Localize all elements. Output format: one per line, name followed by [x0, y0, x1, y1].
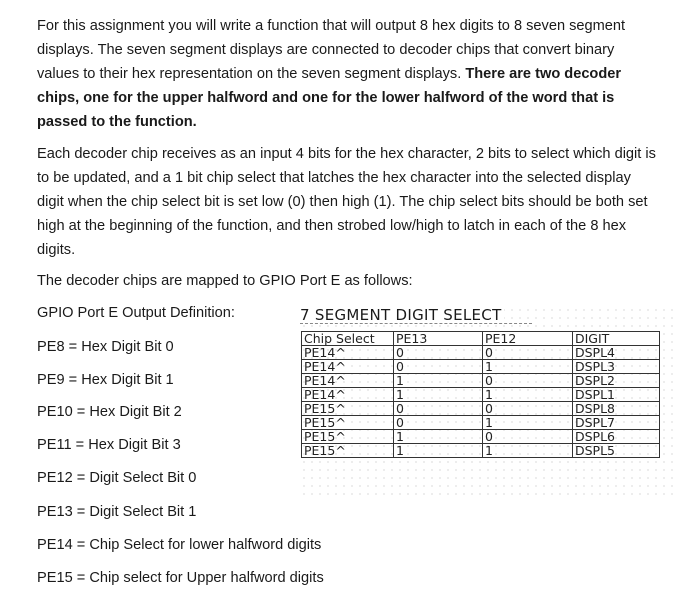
table-title: 7 SEGMENT DIGIT SELECT: [300, 306, 502, 324]
header-cell: PE12: [483, 332, 573, 346]
title-underline: [300, 323, 532, 324]
table-cell: 1: [483, 388, 573, 402]
table-cell: PE14^: [302, 346, 394, 360]
header-cell: PE13: [394, 332, 483, 346]
table-cell: DSPL5: [573, 444, 660, 458]
table-row: [302, 374, 660, 388]
table-cell: PE15^: [302, 444, 394, 458]
header-cell: Chip Select: [302, 332, 394, 346]
seven-segment-digit-select-table: [300, 306, 678, 498]
table-cell: 0: [483, 346, 573, 360]
table-cell: 1: [483, 444, 573, 458]
table-cell: 1: [394, 388, 483, 402]
definition-title: GPIO Port E Output Definition:: [37, 305, 235, 321]
table-header-row: [302, 332, 660, 346]
intro-bold-text: There are two decoder chips, one for the upper halfword and one for the lower halfword of the word that is passed to the function.: [37, 66, 622, 130]
decoder-chip-paragraph: Each decoder chip receives as an input 4 bits for the hex character, 2 bits to select which digit is to be updated, and a 1 bit chip select that latches the hex character into the selected display digit when the chip select bit is set low (0) then high (1). The chip select bits should be both set high at the beginning of the function, and then strobed low/high to latch in each of the 8 hex digits.: [37, 146, 656, 258]
table-cell: PE15^: [302, 430, 394, 444]
table-cell: DSPL6: [573, 430, 660, 444]
table-cell: PE15^: [302, 416, 394, 430]
table-cell: PE14^: [302, 388, 394, 402]
definition-item: PE11 = Hex Digit Bit 3: [37, 437, 181, 453]
table-row: [302, 360, 660, 374]
table-cell: 1: [394, 374, 483, 388]
assignment-intro-paragraph: [37, 14, 657, 134]
table-cell: 1: [394, 444, 483, 458]
definition-item: PE13 = Digit Select Bit 1: [37, 504, 197, 520]
table-cell: DSPL2: [573, 374, 660, 388]
table-cell: 1: [483, 416, 573, 430]
table-row: [302, 402, 660, 416]
table-cell: DSPL4: [573, 346, 660, 360]
definition-item: PE8 = Hex Digit Bit 0: [37, 339, 174, 355]
definition-item: PE14 = Chip Select for lower halfword digits: [37, 537, 322, 553]
table-row: [302, 430, 660, 444]
definition-item: PE10 = Hex Digit Bit 2: [37, 404, 182, 420]
table-row: [302, 416, 660, 430]
table-cell: 0: [483, 402, 573, 416]
table-cell: 1: [483, 360, 573, 374]
table-cell: DSPL1: [573, 388, 660, 402]
table-row: [302, 346, 660, 360]
table-cell: 0: [483, 430, 573, 444]
table-cell: 0: [394, 402, 483, 416]
digit-select-grid: [301, 331, 660, 458]
table-cell: PE14^: [302, 374, 394, 388]
intro-text: For this assignment you will write a function that will output 8 hex digits to 8 seven segment displays. The seven segment displays are connected to decoder chips that convert binary values to their hex representation on the seven segment displays.: [37, 18, 626, 82]
table-cell: 0: [394, 360, 483, 374]
definition-item: PE12 = Digit Select Bit 0: [37, 470, 197, 486]
definition-item: PE9 = Hex Digit Bit 1: [37, 372, 174, 388]
table-row: [302, 444, 660, 458]
table-cell: PE14^: [302, 360, 394, 374]
table-cell: 0: [483, 374, 573, 388]
port-mapping-intro: The decoder chips are mapped to GPIO Port E as follows:: [37, 273, 413, 289]
table-cell: 1: [394, 430, 483, 444]
table-cell: DSPL8: [573, 402, 660, 416]
table-cell: DSPL3: [573, 360, 660, 374]
table-cell: 0: [394, 346, 483, 360]
table-cell: PE15^: [302, 402, 394, 416]
definition-item: PE15 = Chip select for Upper halfword digits: [37, 570, 324, 586]
table-cell: DSPL7: [573, 416, 660, 430]
header-cell: DIGIT: [573, 332, 660, 346]
table-cell: 0: [394, 416, 483, 430]
table-row: [302, 388, 660, 402]
